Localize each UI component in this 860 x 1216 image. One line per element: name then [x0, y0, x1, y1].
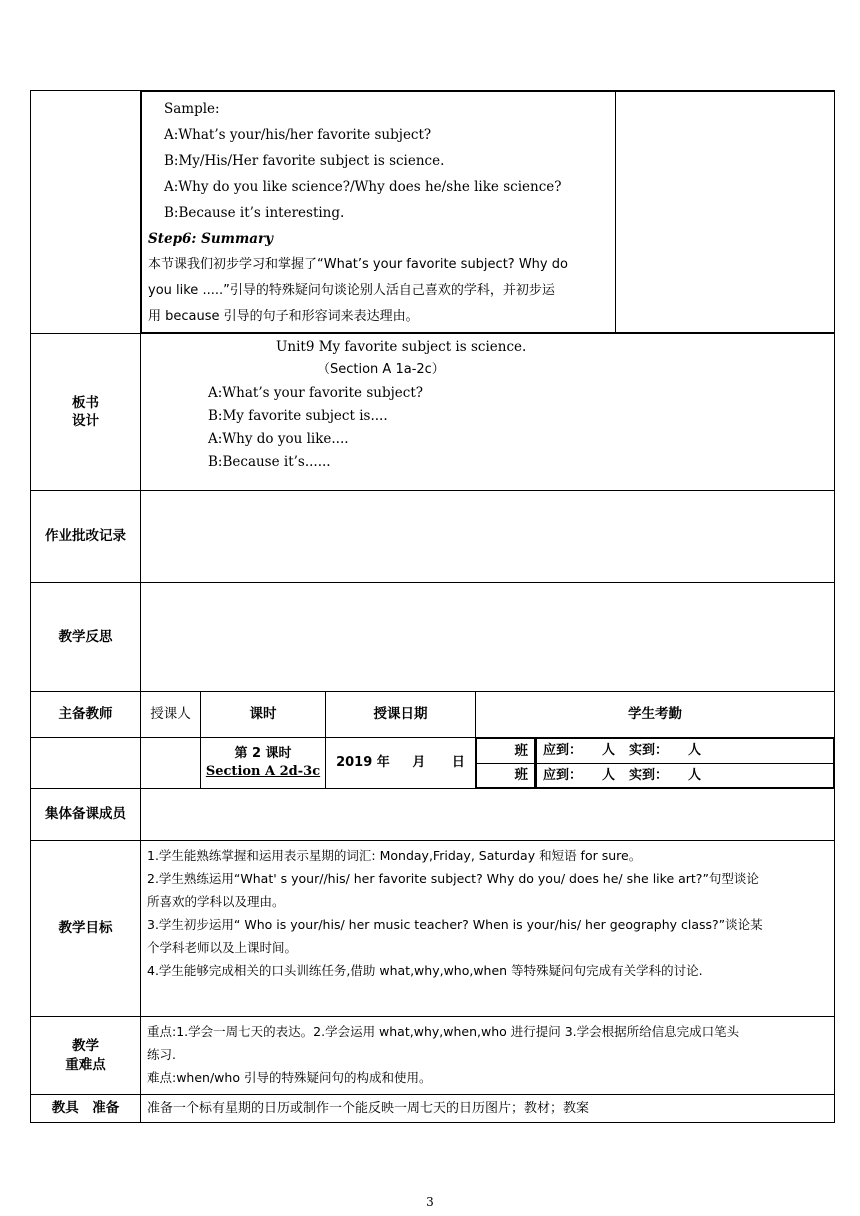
homework-label: 作业批改记录 — [31, 491, 141, 583]
summary-line: 用 because 引导的句子和形容词来表达理由。 — [148, 309, 419, 324]
board-section: （Section A 1a-2c） — [317, 362, 445, 377]
board-line: B:Because it’s...... — [208, 454, 331, 470]
materials-text: 准备一个标有星期的日历或制作一个能反映一周七天的日历图片；教材；教案 — [141, 1095, 835, 1123]
date-header: 授课日期 — [326, 692, 476, 738]
group-row — [31, 789, 835, 841]
main-teacher-header: 主备教师 — [31, 692, 141, 738]
sample-line: A:Why do you like science?/Why does he/she like science? — [164, 179, 562, 195]
materials-label: 教具 准备 — [31, 1095, 141, 1123]
header-row — [31, 692, 835, 738]
board-line: A:Why do you like.... — [208, 431, 349, 447]
attendance-header: 学生考勤 — [476, 692, 835, 738]
objective-line: 2.学生熟练运用“What' s your//his/ her favorite subject? Why do you/ does he/ she like art?”句型谈论 — [147, 871, 759, 886]
materials-row — [31, 1095, 835, 1123]
class-label: 班 — [477, 764, 535, 788]
reflection-label: 教学反思 — [31, 583, 141, 692]
info-row — [31, 738, 835, 789]
objective-line: 1.学生能熟练掌握和运用表示星期的词汇: Monday,Friday, Saturday 和短语 for sure。 — [147, 848, 642, 863]
attendance-cells — [536, 738, 834, 788]
class-label: 班 — [477, 739, 535, 764]
date-cell: 2019 年 月 日 — [326, 738, 476, 789]
period-header: 课时 — [201, 692, 326, 738]
step-inner — [141, 91, 835, 333]
board-line: A:What’s your favorite subject? — [208, 385, 423, 401]
board-row — [31, 334, 835, 491]
sample-line: A:What’s your/his/her favorite subject? — [164, 127, 432, 143]
sample-title: Sample: — [164, 101, 220, 117]
step6-title: Step6: Summary — [148, 231, 273, 247]
key-points-label: 教学 重难点 — [31, 1017, 141, 1095]
lecturer-header: 授课人 — [141, 692, 201, 738]
board-label: 板书 设计 — [31, 334, 141, 491]
sample-line: B:Because it’s interesting. — [164, 205, 345, 221]
summary-line: 本节课我们初步学习和掌握了“What’s your favorite subject? Why do — [148, 257, 568, 272]
objective-line: 个学科老师以及上课时间。 — [147, 940, 298, 955]
homework-row — [31, 491, 835, 583]
board-line: B:My favorite subject is.... — [208, 408, 388, 424]
key-points-row — [31, 1017, 835, 1095]
key-point-line: 重点:1.学会一周七天的表达。2.学会运用 what,why,when,who 进行提问 3.学会根据所给信息完成口笔头 — [147, 1024, 740, 1039]
board-title: Unit9 My favorite subject is science. — [276, 339, 527, 355]
key-point-line: 练习. — [147, 1047, 176, 1062]
objectives-row — [31, 841, 835, 1017]
page-number: 3 — [426, 1195, 434, 1209]
attendance-line: 应到： 人 实到： 人 — [537, 739, 834, 764]
period-cell: 第 2 课时 Section A 2d-3c — [201, 738, 326, 789]
objective-line: 3.学生初步运用“ Who is your/his/ her music teacher? When is your/his/ her geography class?”谈论某 — [147, 917, 763, 932]
step-row — [31, 91, 835, 334]
objective-line: 所喜欢的学科以及理由。 — [147, 894, 285, 909]
lesson-plan-table — [30, 90, 835, 1123]
class-cells — [476, 738, 535, 788]
group-label: 集体备课成员 — [31, 789, 141, 841]
summary-line: you like .....”引导的特殊疑问句谈论别人活自己喜欢的学科，并初步运 — [148, 283, 555, 298]
attendance-line: 应到： 人 实到： 人 — [537, 764, 834, 788]
objectives-label: 教学目标 — [31, 841, 141, 1017]
reflection-row — [31, 583, 835, 692]
key-point-line: 难点:when/who 引导的特殊疑问句的构成和使用。 — [147, 1070, 432, 1085]
objective-line: 4.学生能够完成相关的口头训练任务,借助 what,why,who,when 等特殊疑问句完成有关学科的讨论. — [147, 963, 703, 978]
sample-line: B:My/His/Her favorite subject is science. — [164, 153, 445, 169]
